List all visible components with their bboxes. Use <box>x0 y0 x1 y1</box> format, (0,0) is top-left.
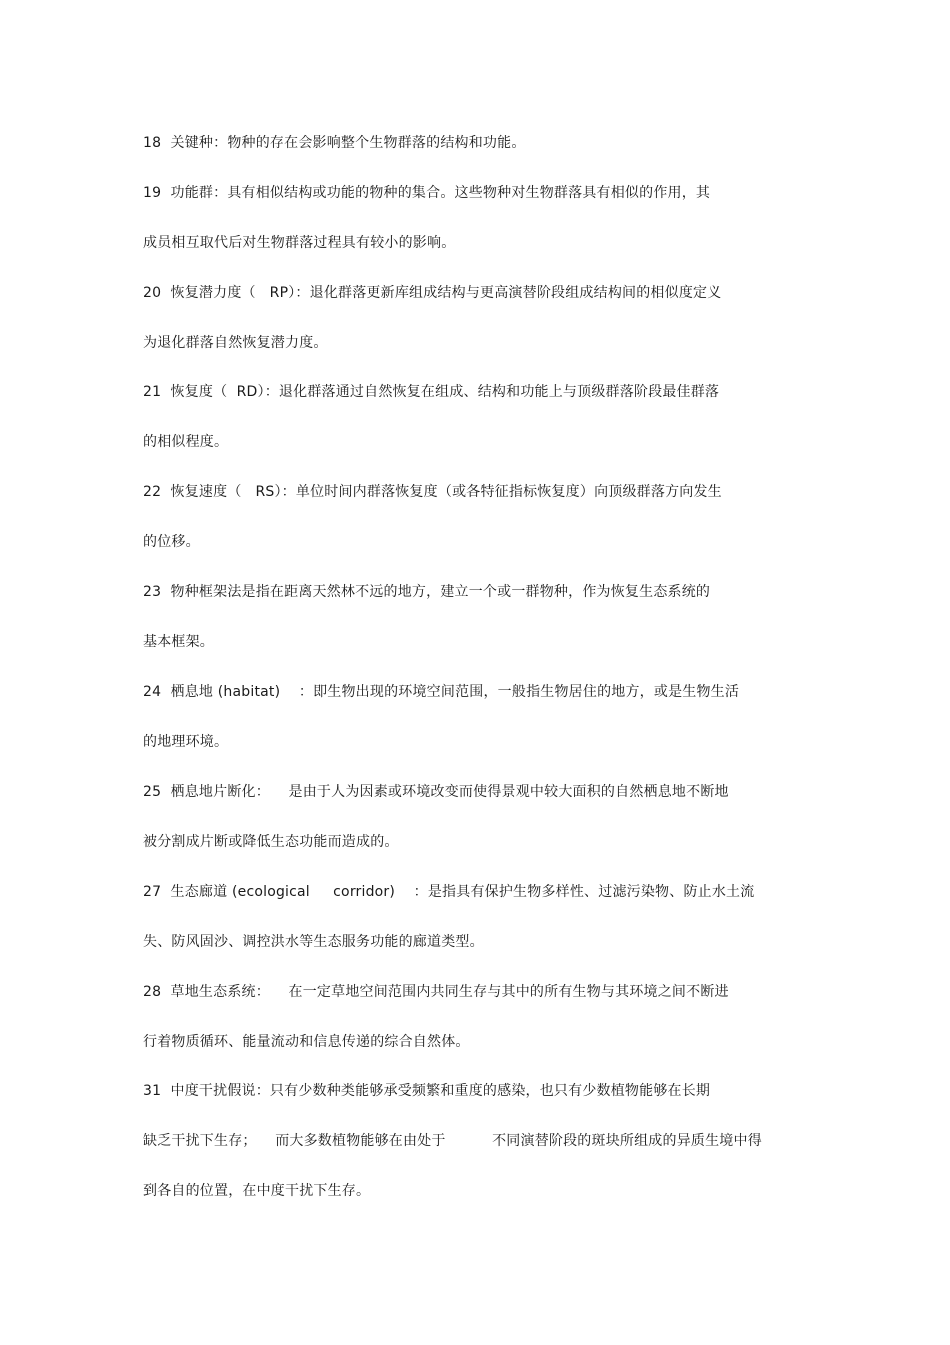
text-line-23-cont: 基本框架。 <box>143 634 214 650</box>
text-line-19-cont: 成员相互取代后对生物群落过程具有较小的影响。 <box>143 235 456 251</box>
text-line-21-cont: 的相似程度。 <box>143 434 229 450</box>
text-line-20-cont: 为退化群落自然恢复潜力度。 <box>143 335 328 351</box>
text-line-18: 18 关键种：物种的存在会影响整个生物群落的结构和功能。 <box>143 135 526 151</box>
text-line-21: 21 恢复度（ RD）：退化群落通过自然恢复在组成、结构和功能上与顶级群落阶段最佳群落 <box>143 384 720 400</box>
text-line-24-cont: 的地理环境。 <box>143 734 229 750</box>
text-line-25: 25 栖息地片断化： 是由于人为因素或环境改变而使得景观中较大面积的自然栖息地不断地 <box>143 784 729 800</box>
text-line-25-cont: 被分割成片断或降低生态功能而造成的。 <box>143 834 399 850</box>
text-line-31-cont-1: 缺乏干扰下生存； 而大多数植物能够在由处于 不同演替阶段的斑块所组成的异质生境中得 <box>143 1133 762 1149</box>
text-line-27-cont: 失、防风固沙、调控洪水等生态服务功能的廊道类型。 <box>143 934 484 950</box>
text-line-24: 24 栖息地 (habitat) ：即生物出现的环境空间范围，一般指生物居住的地方，或是生物生活 <box>143 684 740 700</box>
text-line-31-cont-2: 到各自的位置，在中度干扰下生存。 <box>143 1183 371 1199</box>
text-line-19: 19 功能群：具有相似结构或功能的物种的集合。这些物种对生物群落具有相似的作用，其 <box>143 185 711 201</box>
text-line-22: 22 恢复速度（ RS）：单位时间内群落恢复度（或各特征指标恢复度）向顶级群落方向发生 <box>143 484 722 500</box>
text-line-20: 20 恢复潜力度（ RP）：退化群落更新库组成结构与更高演替阶段组成结构间的相似度定义 <box>143 285 722 301</box>
text-line-31: 31 中度干扰假说：只有少数种类能够承受频繁和重度的感染，也只有少数植物能够在长期 <box>143 1083 711 1099</box>
text-line-28: 28 草地生态系统： 在一定草地空间范围内共同生存与其中的所有生物与其环境之间不断进 <box>143 984 729 1000</box>
text-line-27: 27 生态廊道 (ecological corridor) ：是指具有保护生物多样性、过滤污染物、防止水土流 <box>143 884 755 900</box>
text-line-28-cont: 行着物质循环、能量流动和信息传递的综合自然体。 <box>143 1034 470 1050</box>
text-line-23: 23 物种框架法是指在距离天然林不远的地方，建立一个或一群物种，作为恢复生态系统的 <box>143 584 711 600</box>
text-line-22-cont: 的位移。 <box>143 534 200 550</box>
